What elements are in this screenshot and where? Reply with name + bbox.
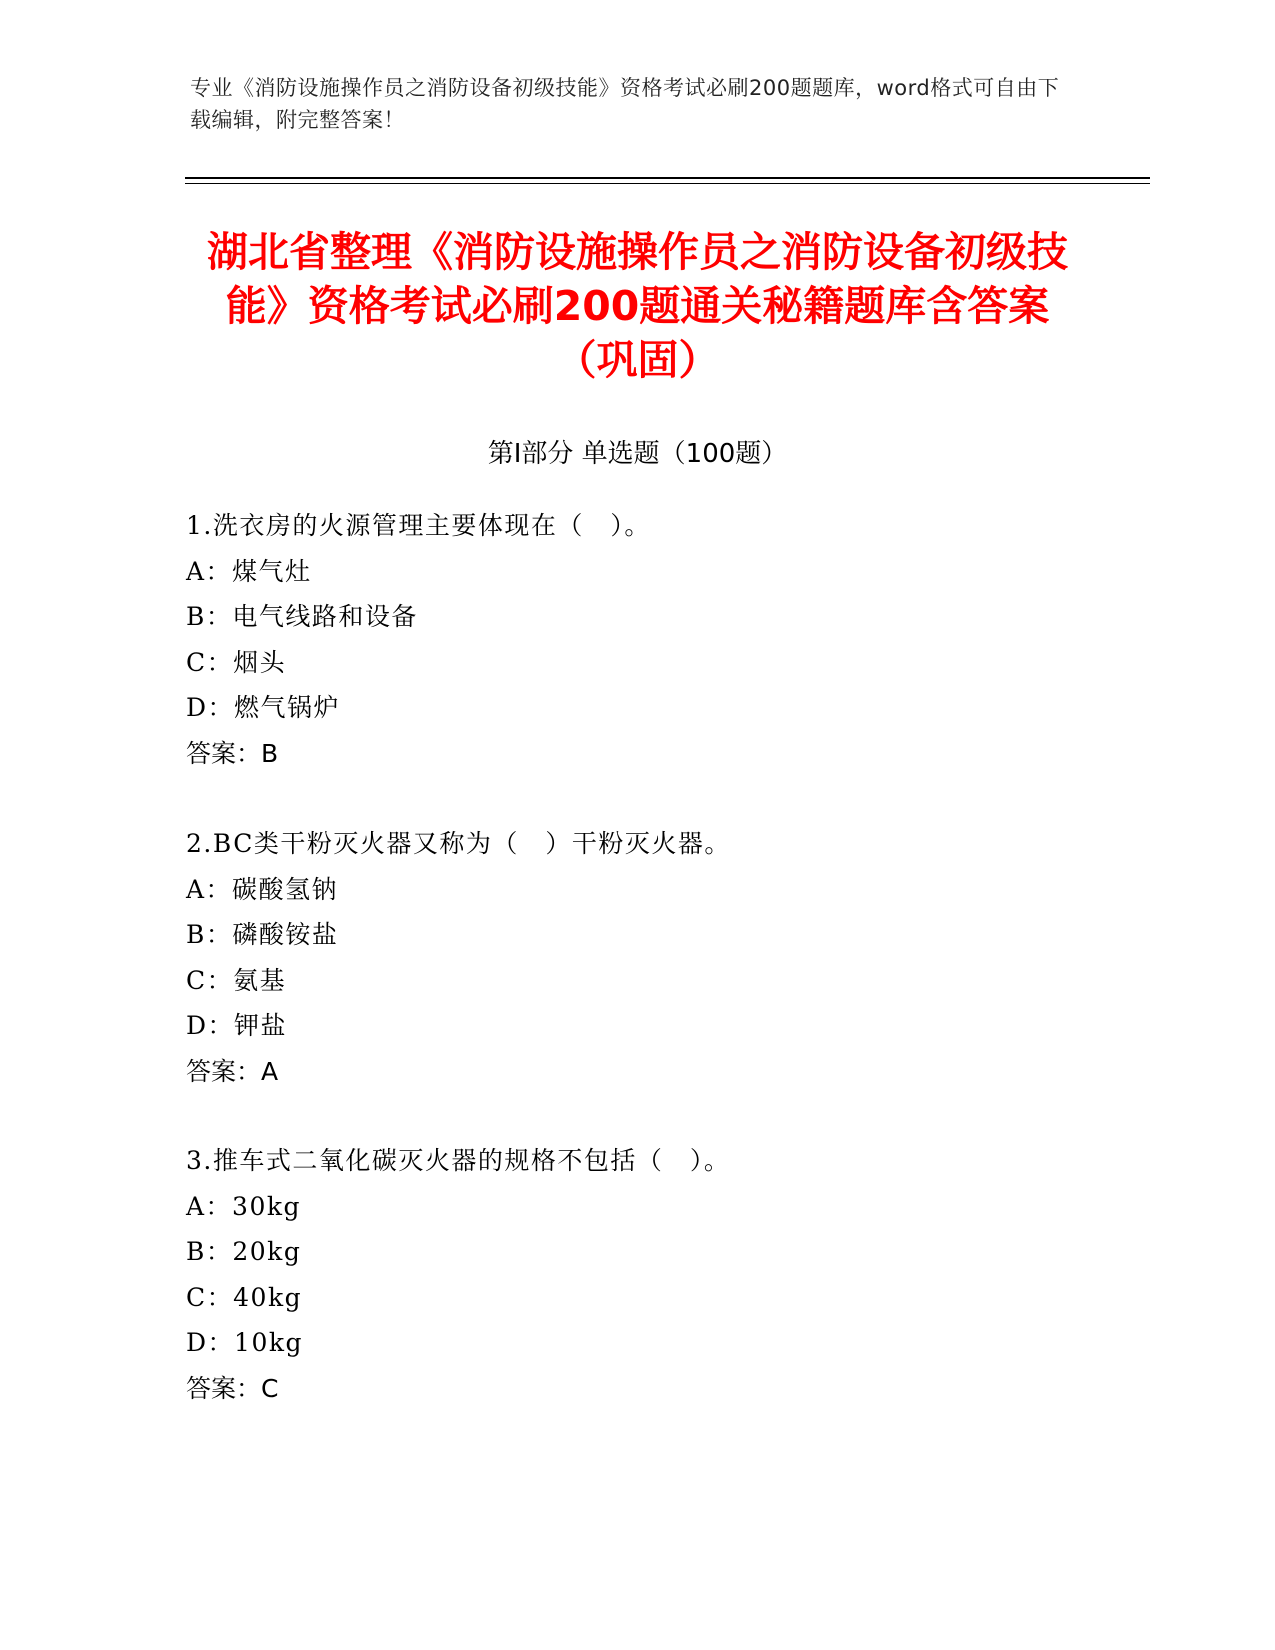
question-stem: 2.BC类干粉灭火器又称为（ ）干粉灭火器。: [186, 829, 731, 858]
option-d: D：10kg: [186, 1328, 304, 1357]
option-b: B：磷酸铵盐: [186, 920, 339, 949]
question-2: [186, 827, 1086, 1089]
answer: 答案：C: [186, 1373, 279, 1403]
question-stem: 1.洗衣房的火源管理主要体现在（ ）。: [186, 511, 651, 540]
question-1: [186, 509, 1086, 771]
option-c: C：40kg: [186, 1282, 303, 1312]
option-d: D：燃气锅炉: [186, 693, 341, 722]
answer: 答案：B: [186, 738, 279, 768]
question-3: [186, 1144, 1086, 1406]
header-divider-thin: [185, 183, 1150, 184]
option-d: D：钾盐: [186, 1011, 288, 1040]
option-a: A：碳酸氢钠: [186, 874, 339, 904]
option-c: C：氨基: [186, 965, 287, 995]
option-b: B：20kg: [186, 1237, 302, 1266]
option-a: A：30kg: [186, 1191, 302, 1221]
question-stem: 3.推车式二氧化碳灭火器的规格不包括（ ）。: [186, 1146, 731, 1175]
header-note: 专业《消防设施操作员之消防设备初级技能》资格考试必刷200题题库，word格式可自由下载编辑，附完整答案！: [190, 76, 1060, 132]
header-divider-thick: [185, 177, 1150, 179]
document-title: 湖北省整理《消防设施操作员之消防设备初级技能》资格考试必刷200题通关秘籍题库含答案（巩固）: [207, 228, 1068, 384]
section-title: 第Ⅰ部分 单选题（100题）: [487, 439, 788, 469]
option-a: A：煤气灶: [186, 556, 312, 586]
option-c: C：烟头: [186, 647, 287, 677]
option-b: B：电气线路和设备: [186, 602, 418, 631]
answer: 答案：A: [186, 1056, 279, 1086]
